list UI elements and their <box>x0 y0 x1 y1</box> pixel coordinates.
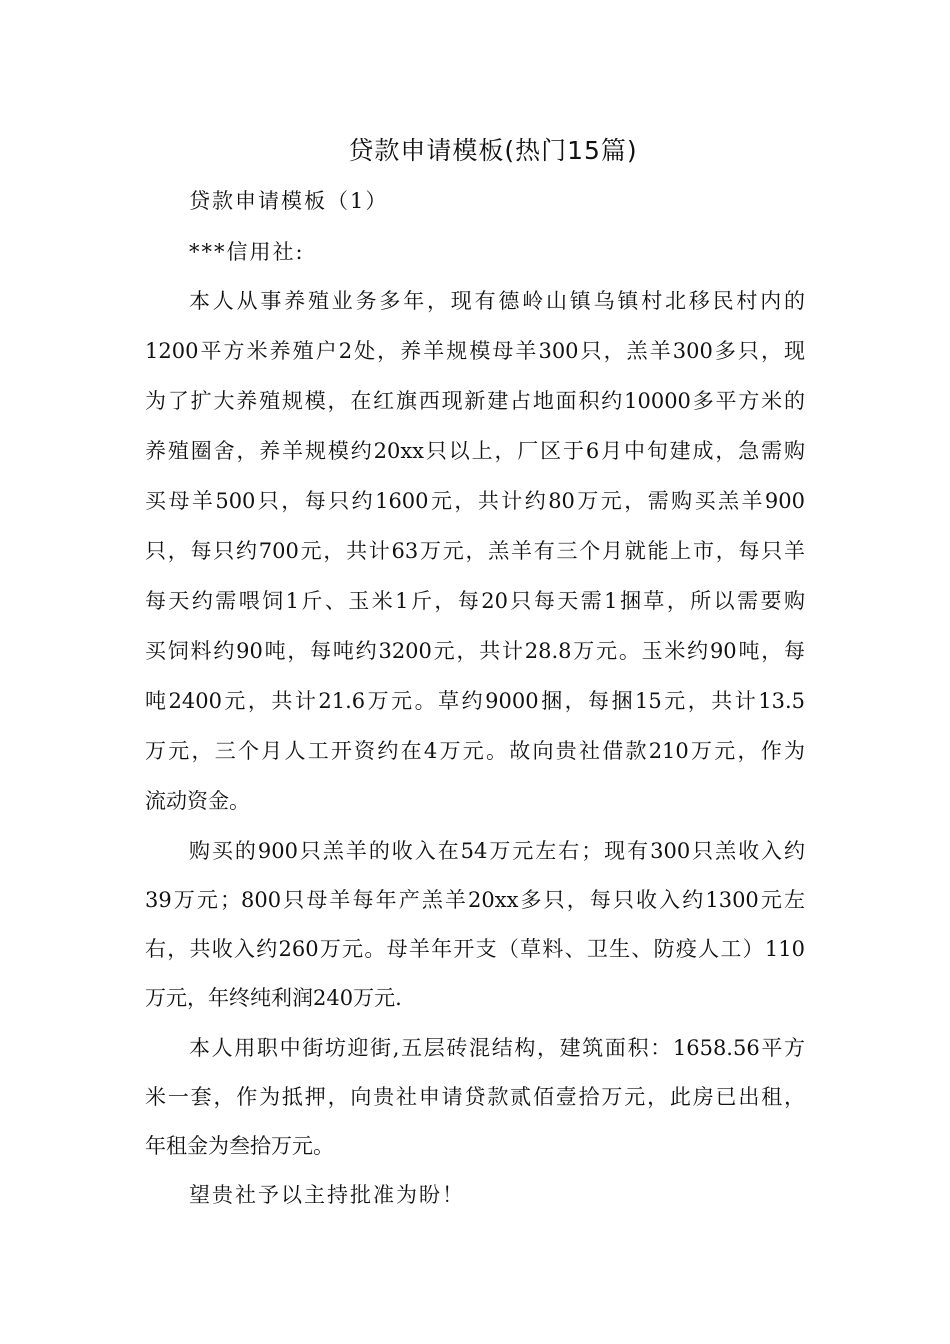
paragraph-line: 万元，年终纯利润240万元. <box>145 986 402 1010</box>
paragraph-line: 吨2400元，共计21.6万元。草约9000捆，每捆15元，共计13.5 <box>145 689 805 713</box>
document-title: 贷款申请模板(热门15篇) <box>348 136 638 165</box>
paragraph-line: 本人从事养殖业务多年，现有德岭山镇乌镇村北移民村内的 <box>189 289 805 313</box>
paragraph-line: 只，每只约700元，共计63万元，羔羊有三个月就能上市，每只羊 <box>145 539 805 563</box>
paragraph-line: 每天约需喂饲1斤、玉米1斤，每20只每天需1捆草，所以需要购 <box>145 589 805 613</box>
paragraph-line: 购买的900只羔羊的收入在54万元左右；现有300只羔收入约 <box>189 839 805 863</box>
paragraph-line: 养殖圈舍，养羊规模约20xx只以上，厂区于6月中旬建成，急需购 <box>145 439 805 463</box>
section-subheading: 贷款申请模板（1） <box>189 189 389 213</box>
paragraph-line: 1200平方米养殖户2处，养羊规模母羊300只，羔羊300多只，现 <box>145 339 805 363</box>
paragraph-line: 买饲料约90吨，每吨约3200元，共计28.8万元。玉米约90吨，每 <box>145 639 805 663</box>
closing-line: 望贵社予以主持批准为盼！ <box>189 1183 465 1207</box>
paragraph-line: 流动资金。 <box>145 789 250 813</box>
paragraph-line: 万元，三个月人工开资约在4万元。故向贵社借款210万元，作为 <box>145 739 805 763</box>
paragraph-line: 右，共收入约260万元。母羊年开支（草料、卫生、防疫人工）110 <box>145 937 805 961</box>
paragraph-line: 买母羊500只，每只约1600元，共计约80万元，需购买羔羊900 <box>145 489 805 513</box>
salutation: ***信用社: <box>189 240 305 264</box>
paragraph-line: 本人用职中街坊迎街,五层砖混结构，建筑面积：1658.56平方 <box>189 1036 805 1060</box>
paragraph-line: 米一套，作为抵押，向贵社申请贷款贰佰壹拾万元，此房已出租， <box>145 1085 805 1109</box>
paragraph-line: 39万元；800只母羊每年产羔羊20xx多只，每只收入约1300元左 <box>145 888 805 912</box>
paragraph-line: 年租金为叁拾万元。 <box>145 1134 334 1158</box>
paragraph-line: 为了扩大养殖规模，在红旗西现新建占地面积约10000多平方米的 <box>145 389 805 413</box>
